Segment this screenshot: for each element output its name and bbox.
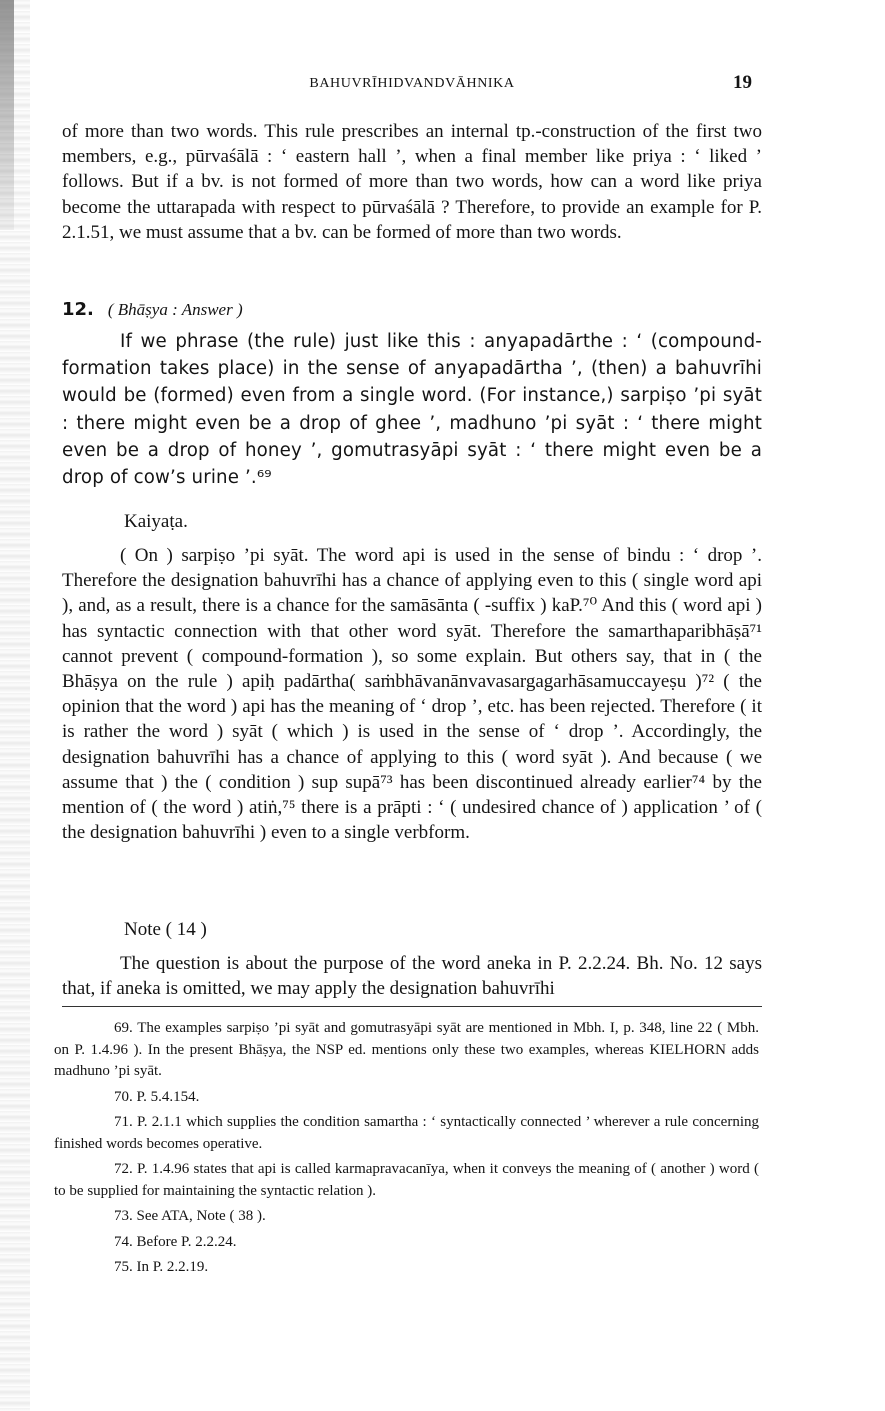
scan-edge-shadow	[0, 0, 30, 1411]
top-paragraph-text: of more than two words. This rule prescribes an internal tp.-construction of the first two members, e.g., pūrvaśālā : ‘ eastern hall ’, when a final member like priya : ‘ liked ’ follows. But if a bv. is not formed of more than two words, how can a word like priya become the uttarapada with respect to pūrvaśālā ? Therefore, to provide an example for P. 2.1.51, we must assume that a bv. can be formed of more than two words.	[62, 121, 762, 243]
section-number: 12.	[62, 299, 94, 320]
bhasya-answer-text	[62, 328, 762, 491]
kaiyata-heading: Kaiyaṭa.	[124, 511, 188, 532]
top-paragraph	[62, 119, 762, 245]
footnote-divider	[62, 1006, 762, 1007]
running-title: BAHUVRĪHIDVANDVĀHNIKA	[309, 76, 515, 91]
footnotes	[54, 1018, 759, 1283]
page-header	[62, 72, 762, 100]
footnote-69: 69. The examples sarpiṣo ’pi syāt and gomutrasyāpi syāt are mentioned in Mbh. I, p. 348, line 22 ( Mbh. on P. 1.4.96 ). In the present Bhāṣya, the NSP ed. mentions only these two examples, whereas KIELHORN adds madhuno ’pi syāt.	[54, 1020, 759, 1079]
footnote-73: 73. See ATA, Note ( 38 ).	[114, 1208, 266, 1224]
kaiyata-commentary	[62, 543, 762, 845]
page-number: 19	[733, 72, 752, 93]
kaiyata-paragraph: ( On ) sarpiṣo ’pi syāt. The word api is used in the sense of bindu : ‘ drop ’. Therefore the designation bahuvrīhi has a chance of applying even to this ( single word api ), and, as a result, there is a chance for the samāsānta ( -suffix ) kaP.⁷⁰ And this ( word api ) has syntactic connection with that other word syāt. Therefore the samarthaparibhāṣā⁷¹ cannot prevent ( compound-formation ), so some explain. But others say, that in ( the Bhāṣya on the rule ) apiḥ padārtha( saṁbhāvanānvavasargagarhāsamuccayeṣu )⁷² ( the opinion that the word ) api has the meaning of ‘ drop ’, etc. has been rejected. Therefore ( it is rather the word ) syāt ( which ) is used in the sense of ‘ drop ’. Accordingly, the designation bahuvrīhi has a chance of applying to this ( word syāt ). And because ( we assume that ) the ( condition ) sup supā⁷³ has been discontinued already earlier⁷⁴ by the mention of ( the word ) atiṅ,⁷⁵ there is a prāpti : ‘ ( undesired chance of ) application ’ of ( the designation bahuvrīhi ) even to a single verbform.	[62, 545, 762, 844]
note-14-paragraph: The question is about the purpose of the word aneka in P. 2.2.24. Bh. No. 12 says that, if aneka is omitted, we may apply the designation bahuvrīhi	[62, 953, 762, 1000]
footnote-71: 71. P. 2.1.1 which supplies the condition samartha : ‘ syntactically connected ’ wherever a rule concerning finished words becomes operative.	[54, 1114, 759, 1152]
note-14-heading: Note ( 14 )	[124, 919, 207, 940]
note-14-body	[62, 951, 762, 1001]
section-12-heading	[62, 299, 762, 325]
section-label: ( Bhāṣya : Answer )	[107, 300, 243, 319]
footnote-70: 70. P. 5.4.154.	[114, 1088, 200, 1105]
footnote-72: 72. P. 1.4.96 states that api is called karmapravacanīya, when it conveys the meaning of ( another ) word ( to be supplied for maintaining the syntactic relation ).	[54, 1161, 759, 1199]
footnote-75: 75. In P. 2.2.19.	[114, 1259, 209, 1275]
bhasya-paragraph: If we phrase (the rule) just like this : anyapadārthe : ‘ (compound-formation takes place) in the sense of anyapadārtha ’, (then) a bahuvrīhi would be (formed) even from a single word. (For instance,) sarpiṣo ’pi syāt : there might even be a drop of ghee ’, madhuno ’pi syāt : ‘ there might even be a drop of honey ’, gomutrasyāpi syāt : ‘ there might even be a drop of cow’s urine ’.⁶⁹	[62, 331, 762, 489]
footnote-74: 74. Before P. 2.2.24.	[114, 1233, 237, 1250]
